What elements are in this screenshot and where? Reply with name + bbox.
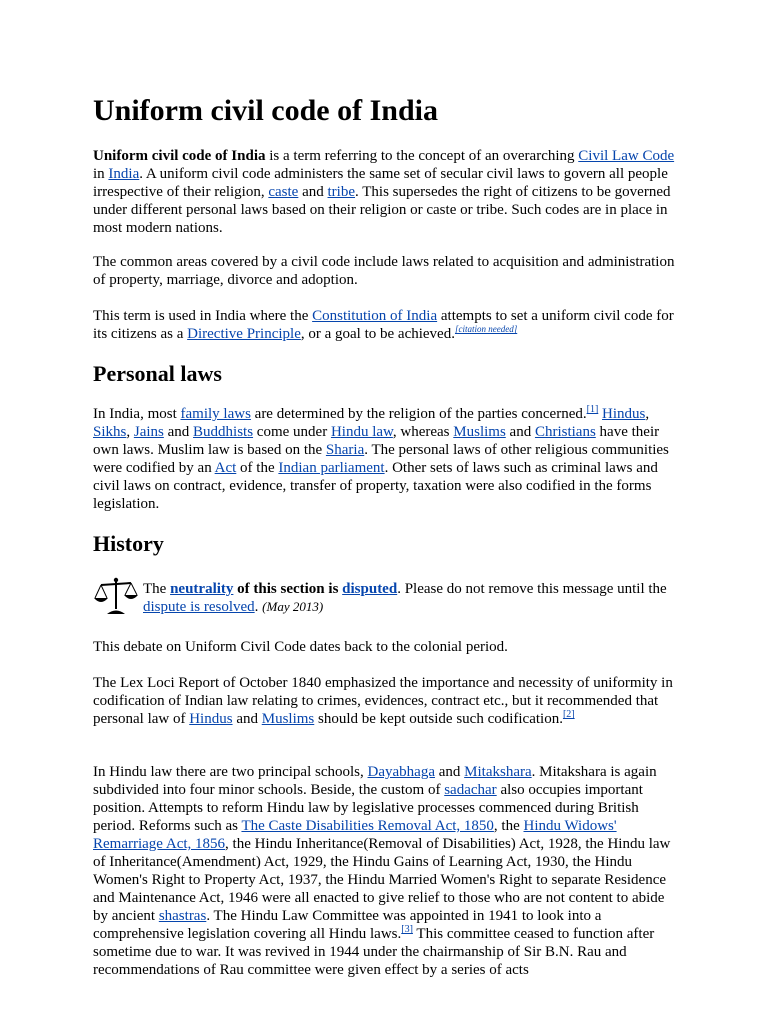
- heading-personal-laws: Personal laws: [93, 361, 222, 386]
- ref-2-link[interactable]: [2]: [562, 709, 575, 720]
- link-caste-disabilities-act[interactable]: The Caste Disabilities Removal Act, 1850: [241, 818, 494, 834]
- history-paragraph-1: This debate on Uniform Civil Code dates back to the colonial period.: [93, 639, 508, 655]
- link-muslims-2[interactable]: Muslims: [261, 711, 315, 727]
- link-christians[interactable]: Christians: [534, 424, 596, 440]
- link-caste[interactable]: caste: [268, 184, 299, 200]
- link-civil-law-code[interactable]: Civil Law Code: [578, 148, 675, 164]
- link-dispute-resolved[interactable]: dispute is resolved: [143, 599, 255, 615]
- history-paragraph-2: The Lex Loci Report of October 1840 emphasized the importance and necessity of uniformity in codification of Indian law relating to crimes, evidences, contract etc., but it recommended that personal law of Hindus and Muslims should be kept outside such codification.[2]: [93, 675, 673, 727]
- bold-term: Uniform civil code of India: [93, 148, 266, 164]
- link-hindus-2[interactable]: Hindus: [189, 711, 233, 727]
- heading-history: History: [93, 531, 164, 556]
- constitution-paragraph: This term is used in India where the Constitution of India attempts to set a uniform civil code for its citizens as a Directive Principle, or a goal to be achieved.[citation needed]: [93, 308, 674, 342]
- link-indian-parliament[interactable]: Indian parliament: [278, 460, 385, 476]
- personal-laws-paragraph: In India, most family laws are determined by the religion of the parties concerned.[1] Hindus, Sikhs, Jains and Buddhists come under Hindu law, whereas Muslims and Christians have their own laws. Muslim law is based on the Sharia. The personal laws of other religious communities were codified by an Act of the Indian parliament. Other sets of laws such as criminal laws and civil laws on contract, evidence, transfer of property, taxation were also codified in the forms legislation.: [93, 404, 669, 512]
- link-muslims[interactable]: Muslims: [453, 424, 506, 440]
- citation-needed-link[interactable]: [citation needed]: [454, 324, 518, 334]
- link-buddhists[interactable]: Buddhists: [193, 424, 254, 440]
- link-mitakshara[interactable]: Mitakshara: [464, 764, 532, 780]
- link-hindu-widows-remarriage-act[interactable]: Hindu Widows' Remarriage Act, 1856: [93, 818, 617, 852]
- notice-date: (May 2013): [262, 599, 324, 614]
- notice-text: The neutrality of this section is disputed. Please do not remove this message until the dispute is resolved. (May 2013): [143, 581, 667, 615]
- link-family-laws[interactable]: family laws: [180, 406, 251, 422]
- link-sharia[interactable]: Sharia: [325, 442, 365, 458]
- link-hindu-law[interactable]: Hindu law: [330, 424, 393, 440]
- ref-3-link[interactable]: [3]: [401, 924, 413, 935]
- link-sadachar[interactable]: sadachar: [444, 782, 497, 798]
- link-neutrality[interactable]: neutrality: [170, 581, 234, 597]
- link-act[interactable]: Act: [214, 460, 237, 476]
- link-hindus[interactable]: Hindus: [602, 406, 646, 422]
- link-sikhs[interactable]: Sikhs: [93, 424, 127, 440]
- link-shastras[interactable]: shastras: [158, 908, 207, 924]
- scales-of-justice-icon: [93, 576, 139, 616]
- link-india[interactable]: India: [108, 166, 140, 182]
- link-dayabhaga[interactable]: Dayabhaga: [367, 764, 435, 780]
- page-title: Uniform civil code of India: [93, 94, 438, 127]
- link-constitution-of-india[interactable]: Constitution of India: [312, 308, 438, 324]
- history-paragraph-3: In Hindu law there are two principal schools, Dayabhaga and Mitakshara. Mitakshara is again subdivided into four minor schools. Beside, the custom of sadachar also occupies important position. Attempts to reform Hindu law by legislative processes commenced during British period. Reforms such as The Caste Disabilities Removal Act, 1850, the Hindu Widows' Remarriage Act, 1856, the Hindu Inheritance(Removal of Disabilities) Act, 1928, the Hindu law of Inheritance(Amendment) Act, 1929, the Hindu Gains of Learning Act, 1930, the Hindu Women's Right to Property Act, 1937, the Hindu Married Women's Right to separate Residence and Maintenance Act, 1946 were all enacted to give relief to those who are not content to abide by ancient shastras. The Hindu Law Committee was appointed in 1941 to look into a comprehensive legislation covering all Hindu laws.[3] This committee ceased to function after sometime due to war. It was revived in 1944 under the chairmanship of Sir B.N. Rau and recommendations of Rau committee were given effect by a series of acts: [93, 764, 671, 978]
- link-directive-principle[interactable]: Directive Principle: [187, 326, 301, 342]
- ref-1-link[interactable]: [1]: [586, 404, 599, 415]
- link-jains[interactable]: Jains: [133, 424, 164, 440]
- intro-paragraph: Uniform civil code of India is a term referring to the concept of an overarching Civil Law Code in India. A uniform civil code administers the same set of secular civil laws to govern all people irrespective of their religion, caste and tribe. This supersedes the right of citizens to be governed under different personal laws based on their religion or caste or tribe. Such codes are in place in most modern nations.: [93, 148, 675, 236]
- link-disputed[interactable]: disputed: [342, 581, 398, 597]
- areas-paragraph: The common areas covered by a civil code include laws related to acquisition and administration of property, marriage, divorce and adoption.: [93, 254, 675, 288]
- link-tribe[interactable]: tribe: [327, 184, 356, 200]
- neutrality-disputed-notice: [93, 574, 679, 618]
